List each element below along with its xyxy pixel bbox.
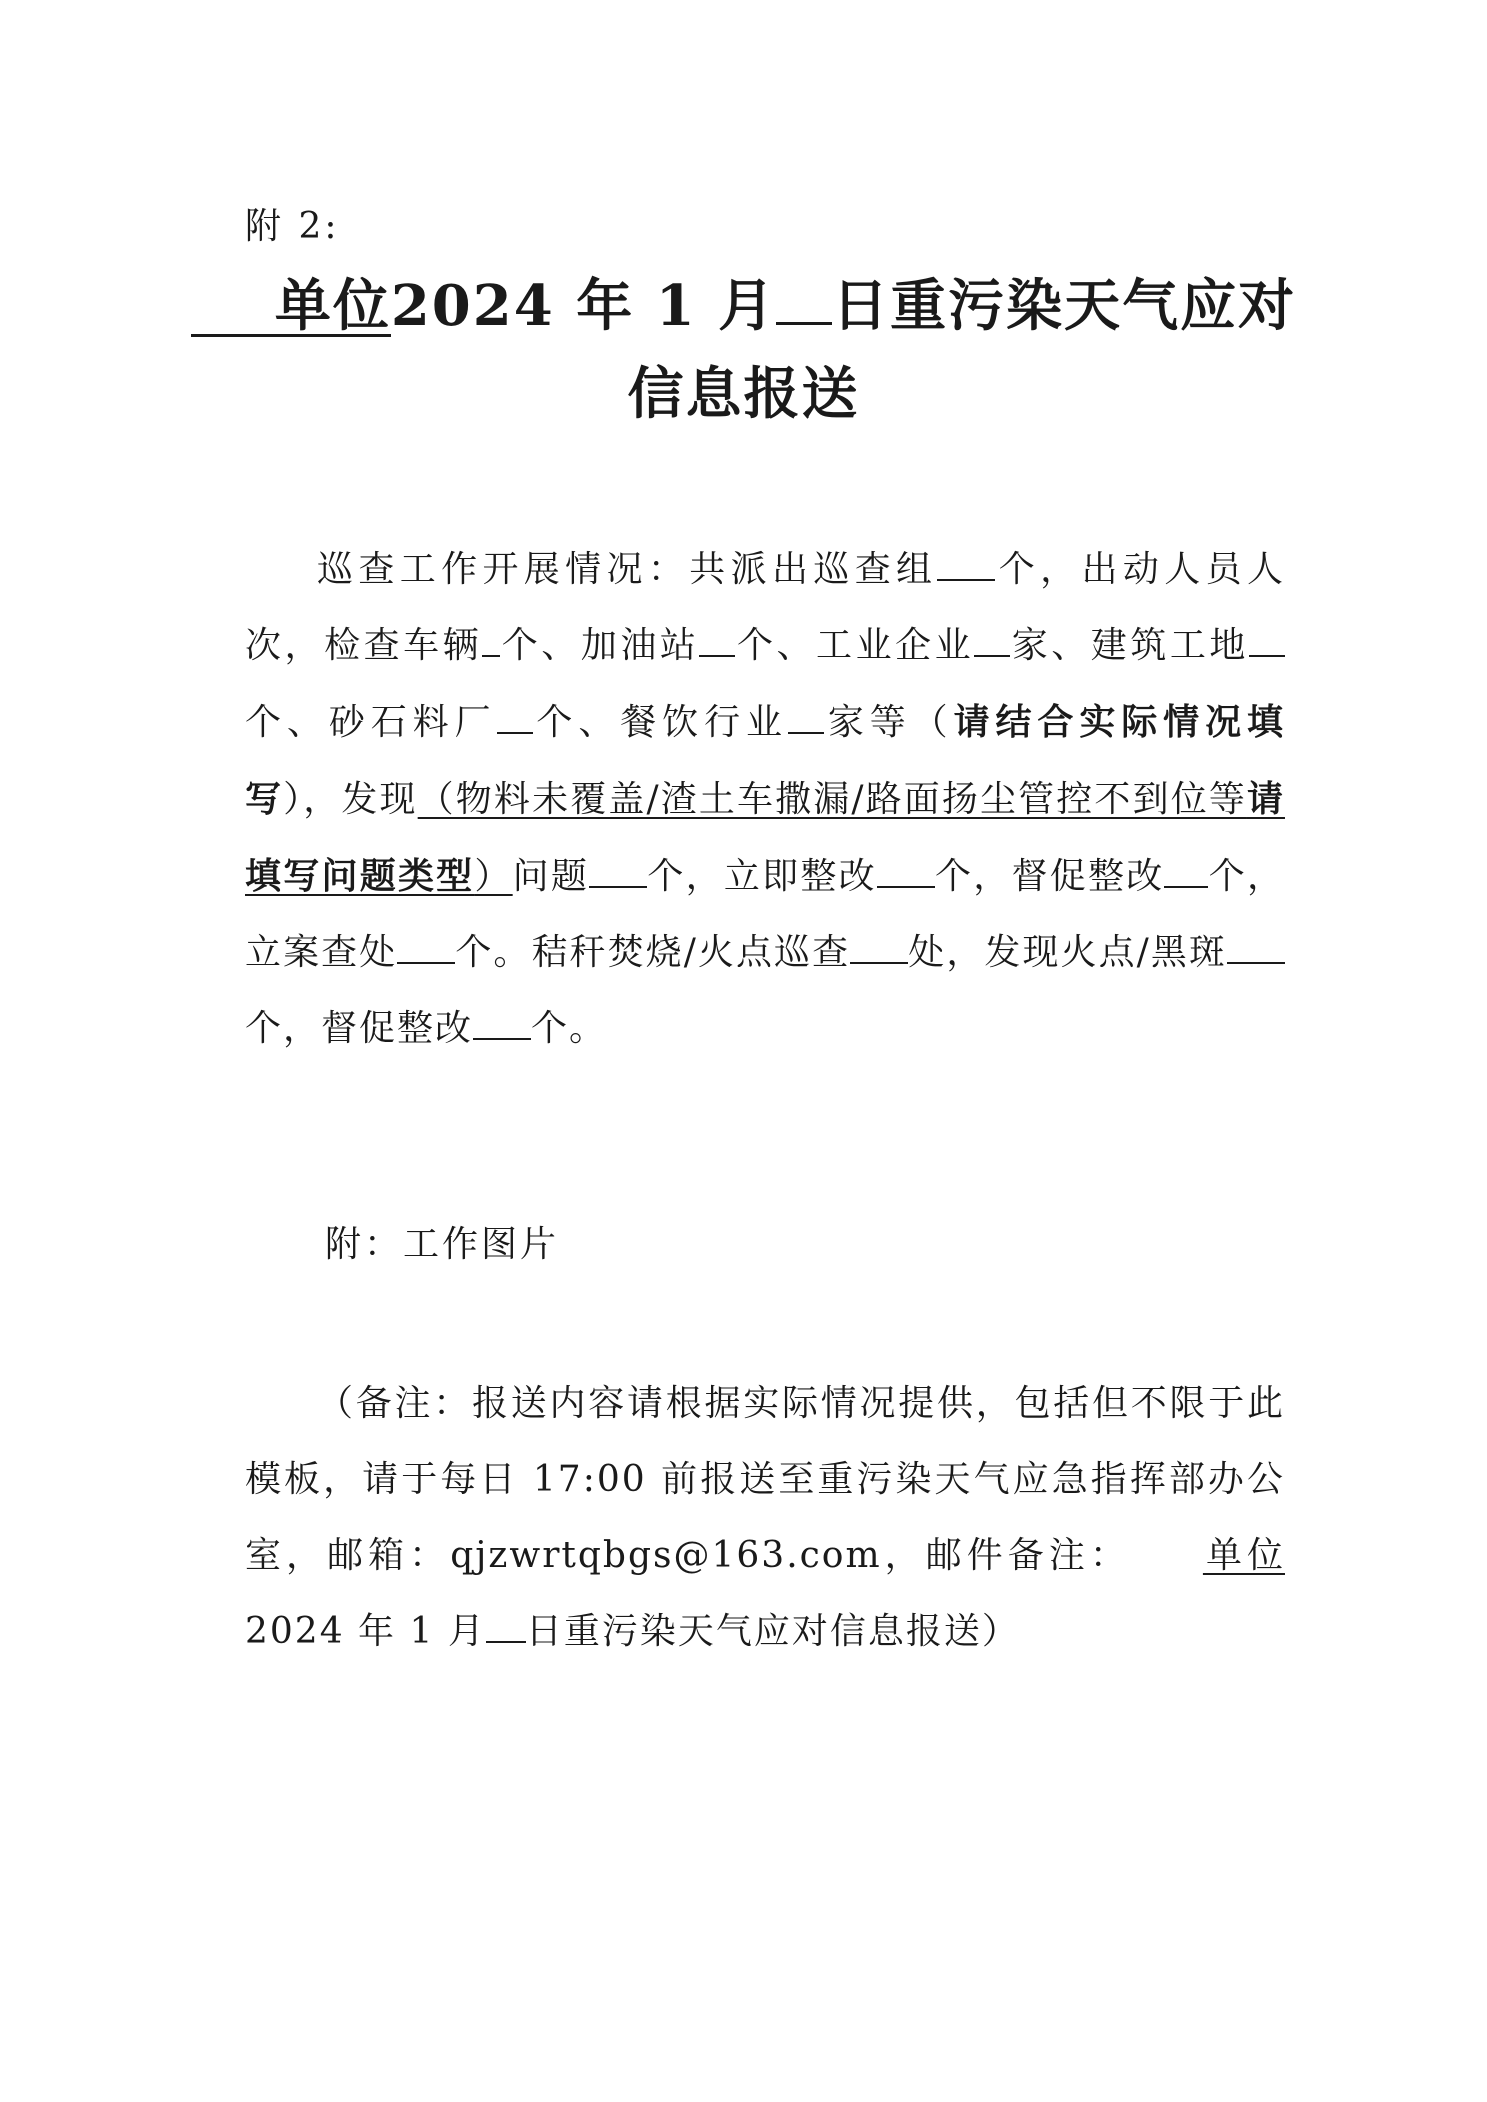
patrol-text: ），发现 <box>283 779 418 820</box>
patrol-text: 个，立案查处 <box>245 856 1285 973</box>
patrol-text: 个，督促整改 <box>934 856 1165 897</box>
fill-instruction-bold: 请结合实际情况填写 <box>245 701 1285 820</box>
note-unit-blank <box>1131 1535 1285 1576</box>
note-text: 日重污染天气应对信息报送） <box>525 1611 1020 1652</box>
problem-type-examples: （物料未覆盖/渣土车撒漏/路面扬尘管控不到位等 <box>417 779 1247 820</box>
note-day-blank <box>486 1605 526 1643</box>
patrol-text: 家等（ <box>823 702 954 743</box>
fire-patrol-count-blank <box>850 926 908 964</box>
construction-site-count-blank <box>1249 619 1285 657</box>
patrol-text: 个。秸秆焚烧/火点巡查 <box>455 932 851 973</box>
case-filed-count-blank <box>397 926 455 964</box>
patrol-text: 人次，检查车辆 <box>245 549 1285 666</box>
problem-type-close: ） <box>474 856 513 897</box>
patrol-text: 巡查工作开展情况：共派出巡查组 <box>317 549 938 590</box>
patrol-text: 个。 <box>531 1008 608 1049</box>
problem-count-blank <box>589 850 647 888</box>
patrol-text: 问题 <box>512 856 590 897</box>
patrol-text: 个，督促整改 <box>245 1008 474 1049</box>
vehicle-count-blank <box>482 619 500 657</box>
fire-spot-count-blank <box>1227 926 1285 964</box>
patrol-summary-paragraph <box>245 532 1285 1067</box>
day-blank <box>776 266 832 325</box>
patrol-text: 个、餐饮行业 <box>532 702 788 743</box>
patrol-text: 个、工业企业 <box>735 625 975 666</box>
note-text: 2024 年 1 月 <box>245 1611 486 1652</box>
note-text: （备注：报送内容请根据实际情况提供，包括但不限于此模板，请于每日 17:00 前报送至重污染天气应急指挥部办公室，邮箱：qjzwrtqbgs@163.com，邮件备注： <box>245 1383 1285 1576</box>
note-paragraph <box>245 1366 1285 1670</box>
title-end-text: 日重污染天气应对 <box>832 273 1297 339</box>
gas-station-count-blank <box>699 619 735 657</box>
fire-fix-count-blank <box>473 1002 531 1040</box>
document-title-line-1 <box>0 262 1487 342</box>
work-pictures-label: 附：工作图片 <box>325 1224 560 1265</box>
patrol-text: 个、砂石料厂 <box>245 702 497 743</box>
problem-type-instruction: 请填写问题类型 <box>245 778 1285 897</box>
patrol-text: 个，立即整改 <box>647 856 877 897</box>
patrol-text: 个、加油站 <box>500 625 700 666</box>
patrol-text: 个，出动人员 <box>995 549 1247 590</box>
note-unit-text: 单位 <box>1202 1535 1285 1576</box>
patrol-group-count-blank <box>937 543 995 581</box>
title-date-text: 2024 年 1 月 <box>390 273 777 339</box>
attachment-number-label: 附 2: <box>245 206 340 247</box>
catering-count-blank <box>788 696 824 734</box>
unit-name-blank <box>191 273 391 339</box>
supervised-fix-count-blank <box>1164 850 1208 888</box>
patrol-text: 处，发现火点/黑斑 <box>908 932 1227 973</box>
patrol-text: 家、建筑工地 <box>1010 625 1249 666</box>
industrial-enterprise-count-blank <box>974 619 1010 657</box>
title-unit-text: 单位 <box>274 273 391 339</box>
document-title-line-2: 信息报送 <box>627 361 860 427</box>
immediate-fix-count-blank <box>877 850 935 888</box>
gravel-plant-count-blank <box>497 696 533 734</box>
